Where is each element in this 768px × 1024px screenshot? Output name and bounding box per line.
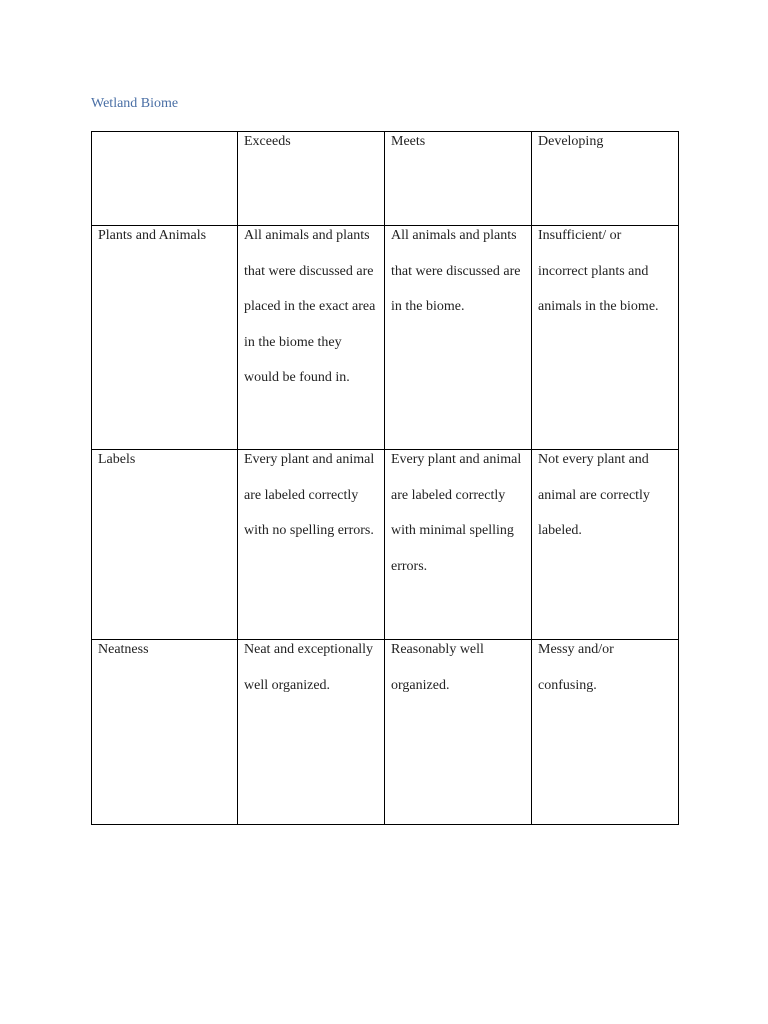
cell-text: Messy and/or confusing. <box>538 642 614 693</box>
cell-neatness-meets <box>385 640 532 825</box>
cell-text: Reasonably well organized. <box>391 642 484 693</box>
header-blank-cell <box>92 132 238 226</box>
cell-neatness-developing <box>532 640 679 825</box>
cell-text: Every plant and animal are labeled correctly with no spelling errors. <box>244 452 375 538</box>
rubric-row-plants-animals <box>92 226 679 450</box>
cell-text: Every plant and animal are labeled correctly with minimal spelling errors. <box>391 452 522 574</box>
cell-plants-exceeds <box>238 226 385 450</box>
cell-text: Not every plant and animal are correctly labeled. <box>538 452 650 538</box>
document-title: Wetland Biome <box>91 96 179 111</box>
criterion-labels: Labels <box>92 450 238 640</box>
rubric-table <box>91 131 679 825</box>
cell-text: All animals and plants that were discussed are in the biome. <box>391 228 521 314</box>
criterion-neatness: Neatness <box>92 640 238 825</box>
rubric-row-neatness <box>92 640 679 825</box>
rubric-row-labels <box>92 450 679 640</box>
cell-labels-exceeds <box>238 450 385 640</box>
cell-plants-developing <box>532 226 679 450</box>
header-exceeds: Exceeds <box>238 132 385 226</box>
cell-text: Neat and exceptionally well organized. <box>244 642 374 693</box>
cell-plants-meets <box>385 226 532 450</box>
cell-labels-developing <box>532 450 679 640</box>
cell-neatness-exceeds <box>238 640 385 825</box>
cell-text: All animals and plants that were discussed are placed in the exact area in the biome they would be found in. <box>244 228 376 385</box>
criterion-plants-animals: Plants and Animals <box>92 226 238 450</box>
cell-text: Insufficient/ or incorrect plants and animals in the biome. <box>538 228 659 314</box>
cell-labels-meets <box>385 450 532 640</box>
header-meets: Meets <box>385 132 532 226</box>
header-developing: Developing <box>532 132 679 226</box>
rubric-header-row <box>92 132 679 226</box>
